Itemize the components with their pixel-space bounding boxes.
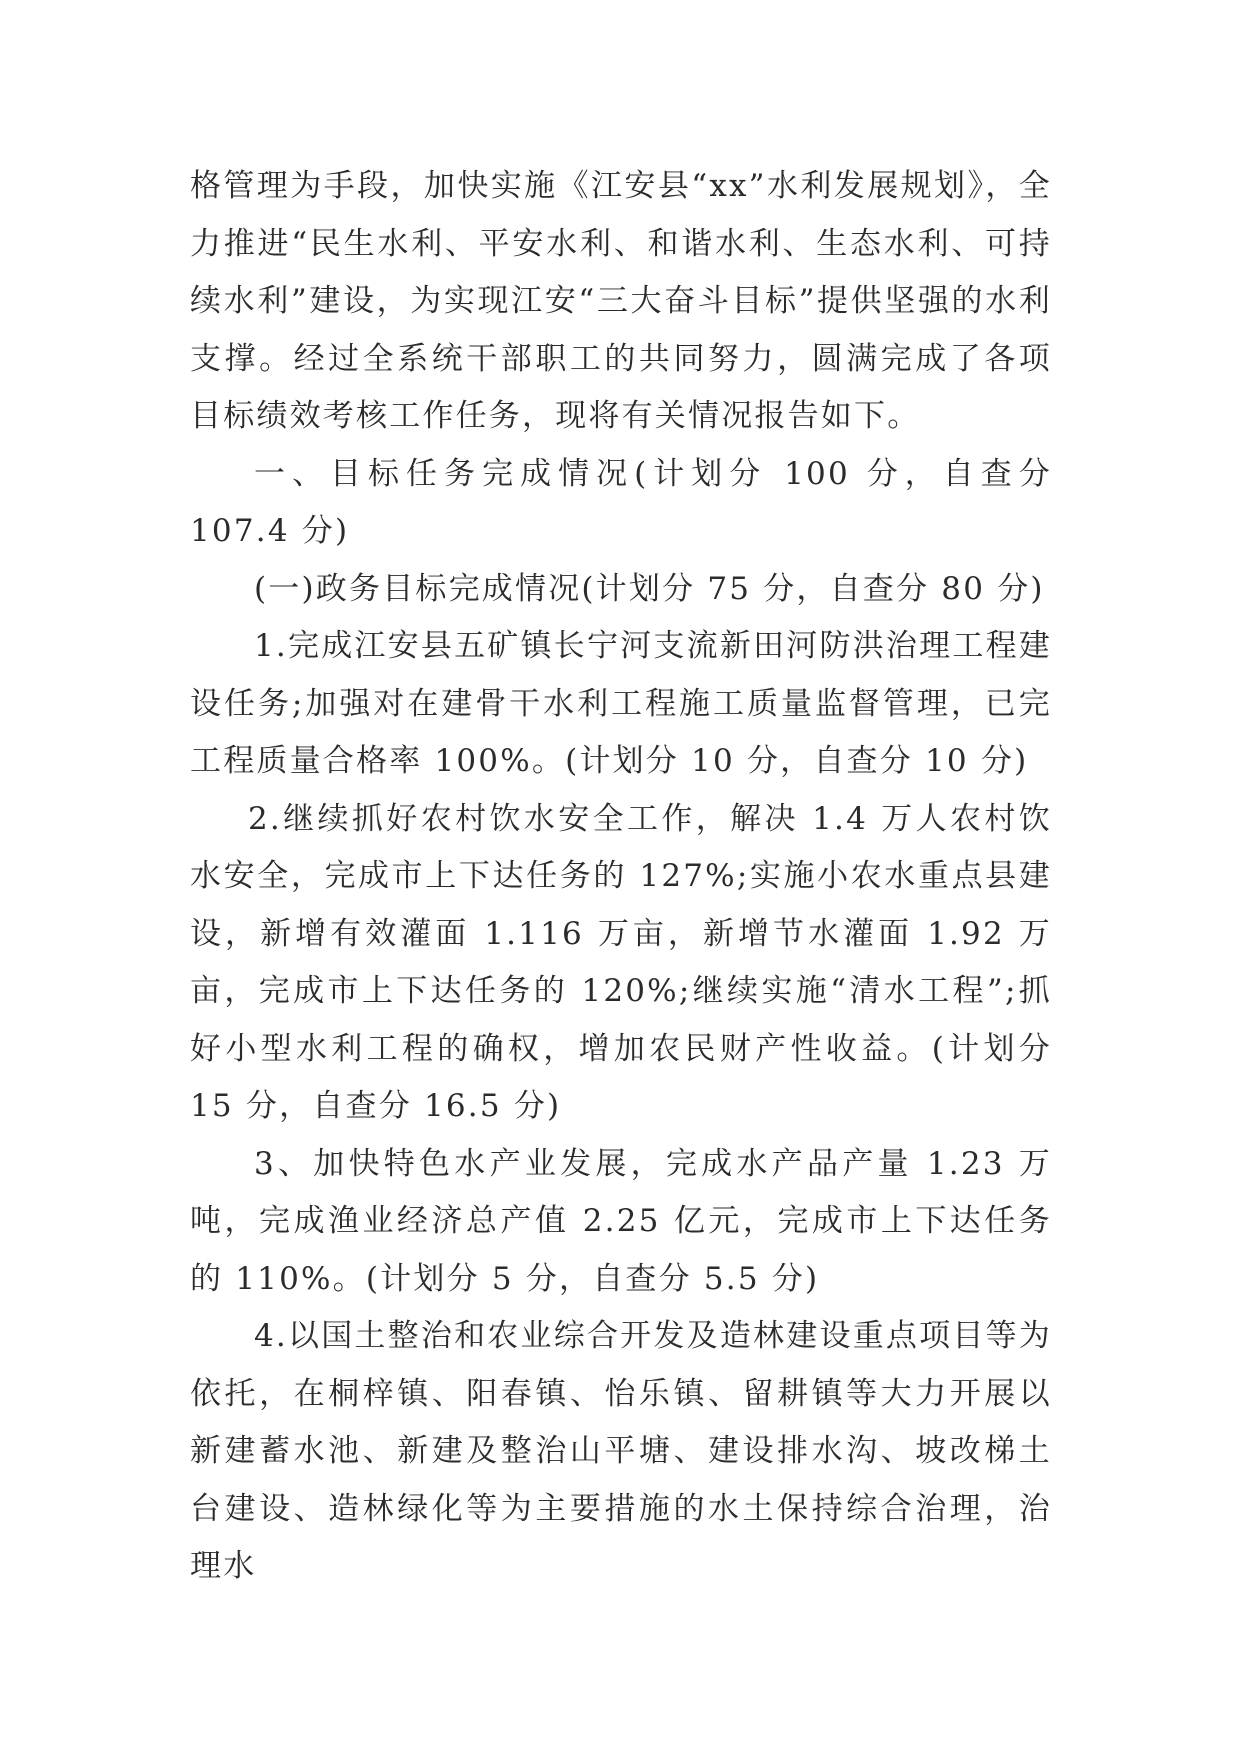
paragraph-item-4: 4.以国土整治和农业综合开发及造林建设重点项目等为依托，在桐梓镇、阳春镇、怡乐镇、留耕镇等大力开展以新建蓄水池、新建及整治山平塘、建设排水沟、坡改梯土台建设、造林绿化等为主要措施的水土保持综合治理，治理水 bbox=[190, 1318, 1052, 1584]
paragraph-intro: 格管理为手段，加快实施《江安县“xx”水利发展规划》，全力推进“民生水利、平安水利、和谐水利、生态水利、可持续水利”建设，为实现江安“三大奋斗目标”提供坚强的水利支撑。经过全系统干部职工的共同努力，圆满完成了各项目标绩效考核工作任务，现将有关情况报告如下。 bbox=[190, 168, 1052, 434]
paragraph-subsection-heading: (一)政务目标完成情况(计划分 75 分，自查分 80 分) bbox=[254, 570, 1045, 607]
paragraph-item-3: 3、加快特色水产业发展，完成水产品产量 1.23 万吨，完成渔业经济总产值 2.25 亿元，完成市上下达任务的 110%。(计划分 5 分，自查分 5.5 分) bbox=[190, 1145, 1052, 1297]
paragraph-item-2: 2.继续抓好农村饮水安全工作，解决 1.4 万人农村饮水安全，完成市上下达任务的 127%;实施小农水重点县建设，新增有效灌面 1.116 万亩，新增节水灌面 1.92 万亩，完成市上下达任务的 120%;继续实施“清水工程”;抓好小型水利工程的确权，增加农民财产性收益。(计划分 15 分，自查分 16.5 分) bbox=[190, 800, 1052, 1124]
paragraph-item-1: 1.完成江安县五矿镇长宁河支流新田河防洪治理工程建设任务;加强对在建骨干水利工程施工质量监督管理，已完工程质量合格率 100%。(计划分 10 分，自查分 10 分) bbox=[190, 628, 1052, 779]
paragraph-section-heading: 一、目标任务完成情况(计划分 100 分，自查分 107.4 分) bbox=[190, 455, 1052, 549]
document-body bbox=[190, 158, 1052, 1596]
